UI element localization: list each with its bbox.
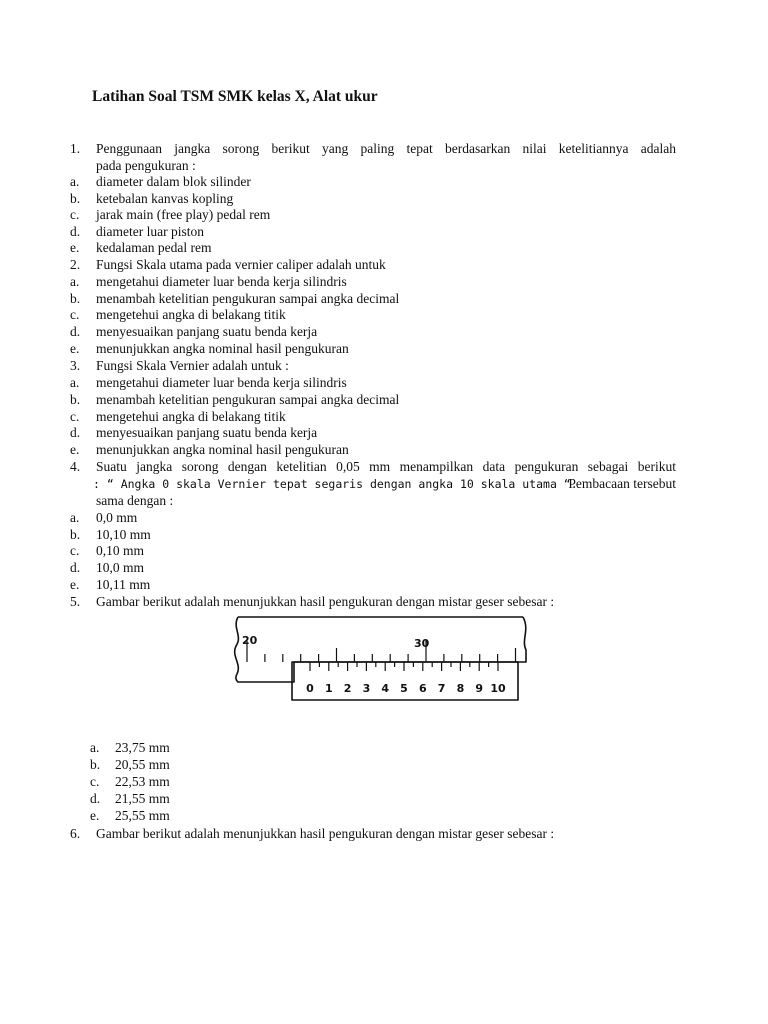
vernier-scale-label: 5 [400, 682, 408, 695]
vernier-scale-label: 0 [306, 682, 314, 695]
option-text: mengetahui diameter luar benda kerja silindris [96, 375, 347, 390]
option-text: menunjukkan angka nominal hasil pengukuran [96, 442, 349, 457]
vernier-caliper-figure [230, 612, 550, 707]
option-label: b. [70, 526, 81, 542]
option-label: e. [90, 807, 100, 823]
option-text: 10,11 mm [96, 576, 151, 592]
question-number: 6. [70, 826, 81, 841]
question-text: sama dengan : [96, 493, 174, 508]
option-label: a. [90, 740, 100, 755]
option-label: d. [90, 791, 101, 806]
main-scale-outline [235, 617, 526, 682]
option-text: mengetehui angka di belakang titik [96, 307, 286, 322]
option-text: 0,10 mm [96, 543, 145, 558]
vernier-scale-label: 6 [418, 682, 427, 695]
option-text: 23,75 mm [115, 740, 170, 755]
question-text: Penggunaan jangka sorong berikut yang paling tepat berdasarkan nilai ketelitiannya adalah [96, 141, 676, 156]
option-label: e. [70, 442, 80, 457]
question-number: 1. [70, 141, 81, 156]
vernier-scale-label: 3 [362, 682, 371, 695]
option-label: e. [70, 341, 80, 356]
option-label: a. [70, 375, 80, 390]
option-text: menyesuaikan panjang suatu benda kerja [96, 425, 318, 440]
option-label: d. [70, 560, 81, 575]
quoted-statement: : “ Angka 0 skala Vernier tepat segaris dengan angka 10 skala utama “. [93, 477, 578, 491]
question-number: 3. [70, 358, 81, 373]
option-label: b. [70, 190, 81, 206]
option-text: mengetehui angka di belakang titik [96, 408, 286, 424]
question-text: Suatu jangka sorong dengan ketelitian 0,05 mm menampilkan data pengukuran sebagai berikut [96, 459, 676, 474]
option-label: c. [90, 774, 100, 789]
option-text: diameter luar piston [96, 223, 204, 239]
option-label: c. [70, 408, 80, 424]
option-label: a. [70, 174, 80, 189]
option-label: d. [70, 324, 81, 339]
option-text: menunjukkan angka nominal hasil pengukuran [96, 341, 349, 356]
question-text: Fungsi Skala Vernier adalah untuk : [96, 358, 289, 373]
main-scale-label-20: 20 [242, 634, 258, 647]
option-label: d. [70, 223, 81, 239]
question-text-suffix: Pembacaan tersebut [568, 476, 676, 491]
option-text: 20,55 mm [115, 757, 170, 772]
option-label: b. [90, 757, 101, 772]
option-label: e. [70, 576, 80, 592]
option-text: diameter dalam blok silinder [96, 174, 251, 189]
option-label: c. [70, 543, 80, 558]
option-text: mengetahui diameter luar benda kerja silindris [96, 274, 347, 289]
option-label: d. [70, 425, 81, 440]
option-label: a. [70, 510, 80, 525]
question-number: 4. [70, 459, 81, 474]
vernier-scale-label: 8 [456, 682, 465, 695]
main-scale-label-30: 30 [414, 637, 430, 650]
vernier-scale-label: 4 [381, 682, 390, 695]
question-text-line [93, 476, 676, 493]
option-text: 0,0 mm [96, 510, 138, 525]
option-label: c. [70, 207, 80, 222]
option-text: menyesuaikan panjang suatu benda kerja [96, 324, 318, 339]
question-text: Fungsi Skala utama pada vernier caliper adalah untuk [96, 257, 386, 272]
option-text: kedalaman pedal rem [96, 240, 212, 255]
page-title: Latihan Soal TSM SMK kelas X, Alat ukur [92, 88, 378, 105]
option-text: jarak main (free play) pedal rem [96, 207, 271, 222]
option-text: 22,53 mm [115, 774, 170, 789]
option-label: c. [70, 307, 80, 322]
option-text: menambah ketelitian pengukuran sampai angka decimal [96, 392, 400, 407]
option-text: menambah ketelitian pengukuran sampai angka decimal [96, 290, 400, 306]
option-label: e. [70, 240, 80, 255]
option-text: 25,55 mm [115, 807, 170, 823]
vernier-scale-label: 2 [343, 682, 352, 695]
option-label: a. [70, 274, 80, 289]
option-label: b. [70, 392, 81, 407]
question-number: 2. [70, 257, 81, 272]
question-text: Gambar berikut adalah menunjukkan hasil pengukuran dengan mistar geser sebesar : [96, 826, 555, 841]
option-text: 10,0 mm [96, 560, 145, 575]
vernier-scale-label: 9 [475, 682, 484, 695]
vernier-scale-label: 1 [324, 682, 333, 695]
option-text: ketebalan kanvas kopling [96, 190, 234, 206]
question-number: 5. [70, 593, 81, 609]
question-text: pada pengukuran : [96, 157, 196, 173]
vernier-scale-label: 10 [490, 682, 506, 695]
question-text: Gambar berikut adalah menunjukkan hasil pengukuran dengan mistar geser sebesar : [96, 593, 555, 609]
option-label: b. [70, 290, 81, 306]
option-text: 10,10 mm [96, 526, 151, 542]
vernier-scale-label: 7 [437, 682, 446, 695]
option-text: 21,55 mm [115, 791, 170, 806]
